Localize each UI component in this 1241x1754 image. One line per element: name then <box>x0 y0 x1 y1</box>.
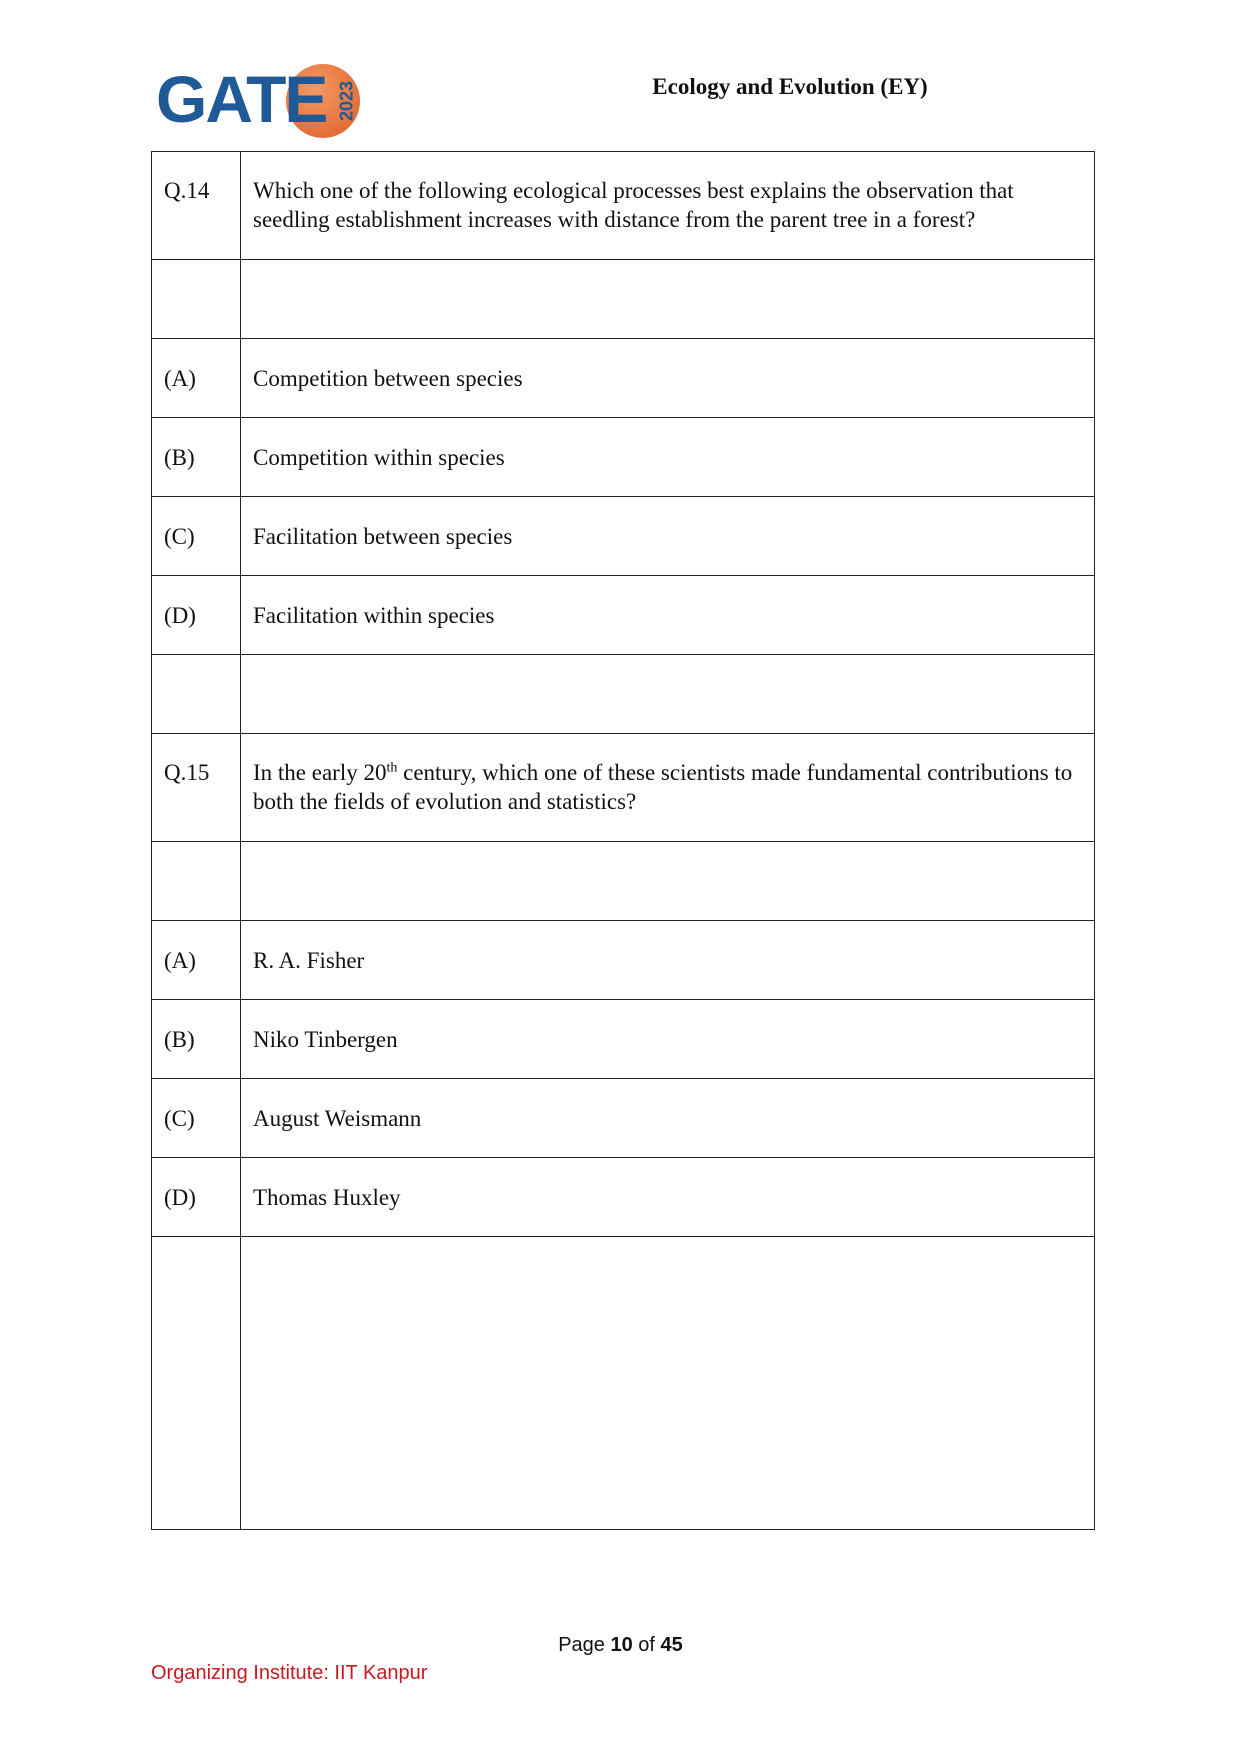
option-label: (A) <box>152 339 241 418</box>
question-text: In the early 20th century, which one of these scientists made fundamental contributions to both the fields of evolution and statistics? <box>241 734 1095 842</box>
option-text: Competition within species <box>241 418 1095 497</box>
option-row <box>152 497 1095 576</box>
option-label: (C) <box>152 497 241 576</box>
option-row <box>152 576 1095 655</box>
question-number: Q.14 <box>152 152 241 260</box>
option-text: Niko Tinbergen <box>241 1000 1095 1079</box>
option-label: (B) <box>152 418 241 497</box>
option-row <box>152 418 1095 497</box>
question-number: Q.15 <box>152 734 241 842</box>
option-label: (B) <box>152 1000 241 1079</box>
option-text: Facilitation within species <box>241 576 1095 655</box>
option-row <box>152 1079 1095 1158</box>
option-row <box>152 1158 1095 1237</box>
option-row <box>152 1000 1095 1079</box>
option-row <box>152 339 1095 418</box>
paper-subject-title: Ecology and Evolution (EY) <box>652 74 928 99</box>
option-label: (D) <box>152 1158 241 1237</box>
organizing-institute: Organizing Institute: IIT Kanpur <box>151 1662 428 1684</box>
question-table <box>151 151 1095 1530</box>
spacer-row <box>152 1237 1095 1530</box>
question-text: Which one of the following ecological processes best explains the observation that seedling establishment increases with distance from the parent tree in a forest? <box>241 152 1095 260</box>
option-row <box>152 921 1095 1000</box>
option-text: Thomas Huxley <box>241 1158 1095 1237</box>
option-label: (A) <box>152 921 241 1000</box>
question-row <box>152 734 1095 842</box>
option-text: August Weismann <box>241 1079 1095 1158</box>
logo-text: GATE <box>156 62 327 136</box>
option-label: (C) <box>152 1079 241 1158</box>
gate-logo <box>150 60 360 140</box>
option-text: R. A. Fisher <box>241 921 1095 1000</box>
page-number: Page 10 of 45 <box>558 1634 683 1656</box>
option-text: Facilitation between species <box>241 497 1095 576</box>
spacer-row <box>152 842 1095 921</box>
logo-year: 2023 <box>336 80 357 122</box>
question-row <box>152 152 1095 260</box>
spacer-row <box>152 655 1095 734</box>
option-label: (D) <box>152 576 241 655</box>
spacer-row <box>152 260 1095 339</box>
option-text: Competition between species <box>241 339 1095 418</box>
